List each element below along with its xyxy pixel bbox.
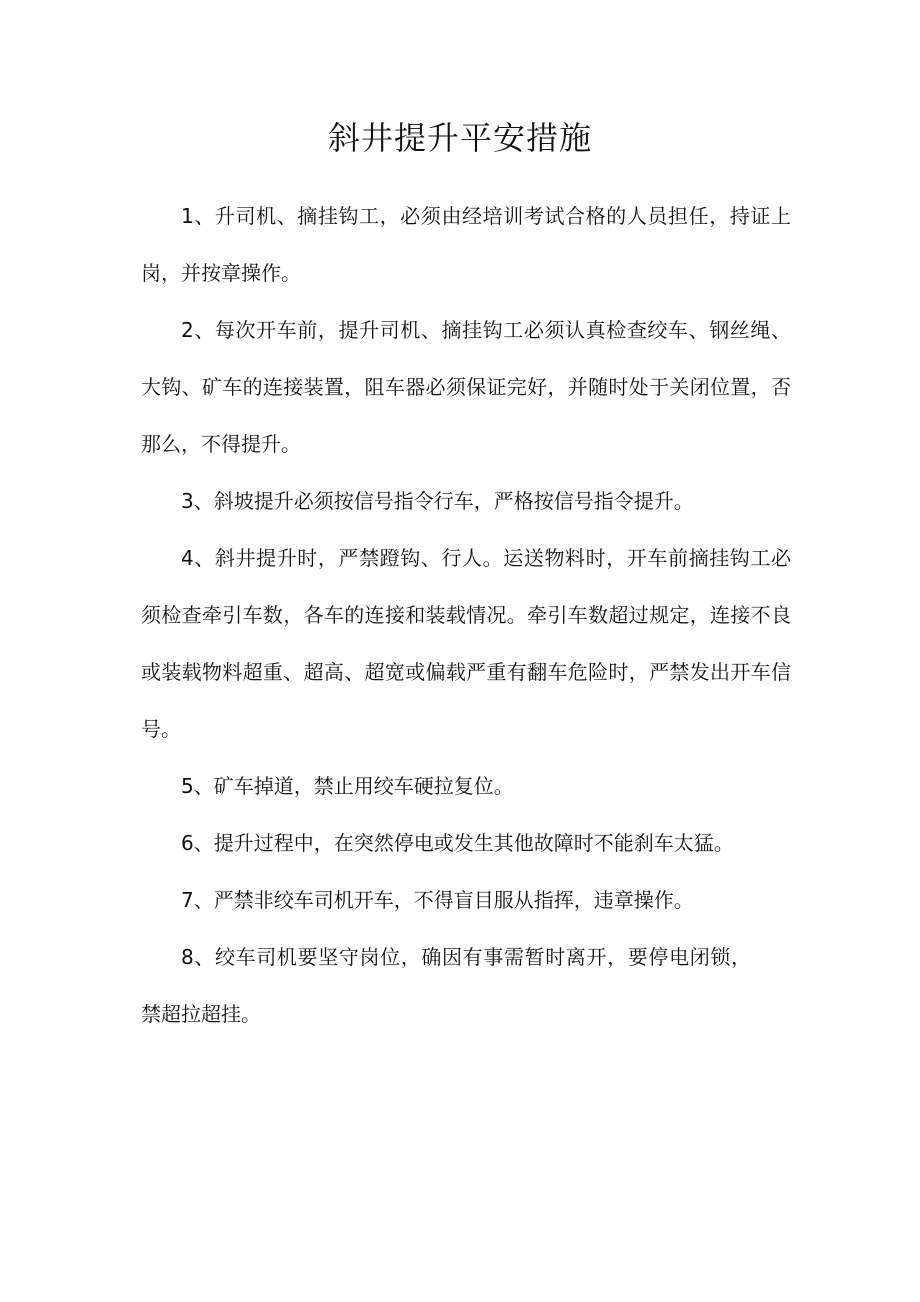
- list-item-6: 6、提升过程中，在突然停电或发生其他故障时不能刹车太猛。: [181, 831, 734, 855]
- list-item-2: 2、每次开车前，提升司机、摘挂钩工必须认真检查绞车、钢丝绳、大钩、矿车的连接装置，阻车器必须保证完好，并随时处于关闭位置，否那么，不得提升。: [141, 318, 791, 456]
- list-item-1: 1、升司机、摘挂钩工，必须由经培训考试合格的人员担任，持证上岗，并按章操作。: [141, 204, 791, 285]
- list-item-7: 7、严禁非绞车司机开车，不得盲目服从指挥，违章操作。: [181, 888, 694, 912]
- list-item-5: 5、矿车掉道，禁止用绞车硬拉复位。: [181, 774, 514, 798]
- document-body: [141, 188, 791, 1043]
- document-title: 斜井提升平安措施: [327, 119, 592, 157]
- list-item-8: 8、绞车司机要坚守岗位，确因有事需暂时离开，要停电闭锁，禁超拉超挂。: [141, 945, 751, 1026]
- list-item-4: 4、斜井提升时，严禁蹬钩、行人。运送物料时，开车前摘挂钩工必须检查牵引车数，各车的连接和装载情况。牵引车数超过规定，连接不良或装载物料超重、超高、超宽或偏载严重有翻车危险时，严禁发出开车信号。: [141, 546, 791, 741]
- list-item-3: 3、斜坡提升必须按信号指令行车，严格按信号指令提升。: [181, 489, 694, 513]
